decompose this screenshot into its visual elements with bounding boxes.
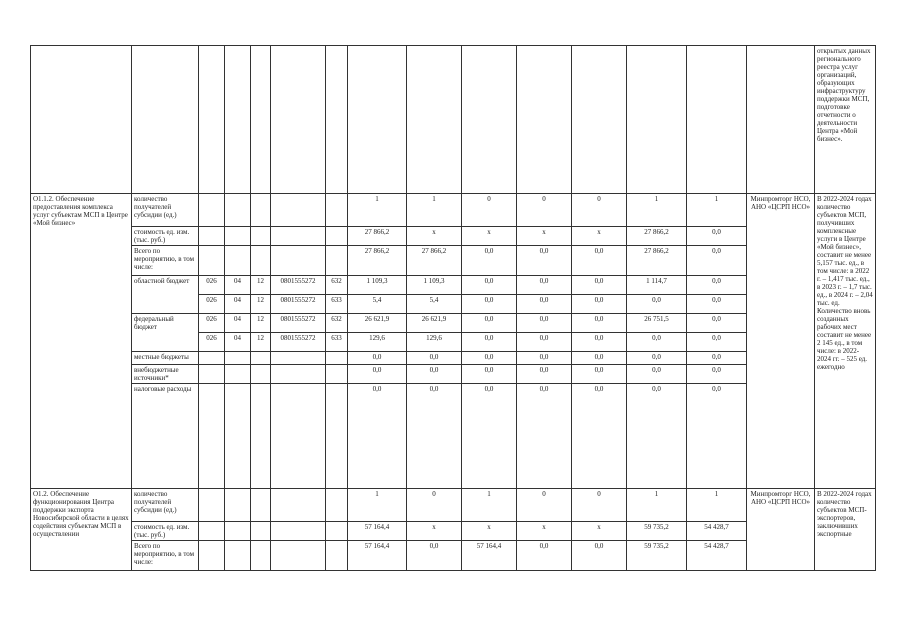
value-cell: 1 [348, 194, 407, 227]
value-cell: 0,0 [572, 276, 627, 295]
code-cell-g: 026 [199, 314, 225, 333]
value-cell: 0 [572, 194, 627, 227]
code-cell-k [326, 384, 348, 489]
value-cell: 0,0 [572, 314, 627, 333]
value-cell: 0,0 [517, 352, 572, 365]
value-cell: 0,0 [517, 314, 572, 333]
indicator-label: внебюджетные источники* [132, 365, 199, 384]
value-cell: 1 [687, 194, 747, 227]
value-cell: 0,0 [687, 276, 747, 295]
code-cell-k [326, 352, 348, 365]
value-cell: 0,0 [462, 314, 517, 333]
value-cell: 54 428,7 [687, 541, 747, 571]
empty-cell [687, 46, 747, 194]
code-cell-t [271, 522, 326, 541]
empty-cell [627, 46, 687, 194]
code-cell-g [199, 352, 225, 365]
indicator-label: местные бюджеты [132, 352, 199, 365]
value-cell: 0,0 [627, 384, 687, 489]
value-cell: 0,0 [348, 365, 407, 384]
indicator-label: стоимость ед. изм. (тыс. руб.) [132, 227, 199, 246]
value-cell: x [462, 522, 517, 541]
value-cell: 0,0 [462, 276, 517, 295]
code-cell-s [251, 384, 271, 489]
value-cell: 1 [462, 489, 517, 522]
code-cell-t: 0801555272 [271, 276, 326, 295]
code-cell-t [271, 541, 326, 571]
value-cell: 1 [687, 489, 747, 522]
value-cell: 27 866,2 [627, 246, 687, 276]
value-cell: 1 114,7 [627, 276, 687, 295]
code-cell-t [271, 384, 326, 489]
code-cell-p: 04 [225, 276, 251, 295]
value-cell: 0,0 [407, 352, 462, 365]
value-cell: 0,0 [517, 276, 572, 295]
result-text: открытых данных регионального реестра услуг организаций, образующих инфраструктуру поддержки МСП, подготовке отчетности о деятельности Центра «Мой бизнес». [815, 46, 876, 194]
value-cell: 0,0 [517, 295, 572, 314]
expected-result: В 2022-2024 годах количество субъектов МСП-экспортеров, заключивших экспортные [815, 489, 876, 571]
value-cell: 1 [627, 194, 687, 227]
code-cell-s: 12 [251, 295, 271, 314]
code-cell-p [225, 541, 251, 571]
code-cell-g [199, 227, 225, 246]
code-cell-s: 12 [251, 333, 271, 352]
value-cell: 0,0 [687, 314, 747, 333]
code-cell-t [271, 194, 326, 227]
code-cell-p: 04 [225, 295, 251, 314]
executor: Минпромторг НСО, АНО «ЦСРП НСО» [747, 194, 815, 489]
empty-cell [462, 46, 517, 194]
value-cell: 0,0 [687, 227, 747, 246]
value-cell: 0,0 [462, 352, 517, 365]
value-cell: 0,0 [407, 384, 462, 489]
code-cell-t: 0801555272 [271, 333, 326, 352]
indicator-label: количество получателей субсидии (ед.) [132, 489, 199, 522]
code-cell-p [225, 489, 251, 522]
code-cell-g [199, 541, 225, 571]
code-cell-s [251, 365, 271, 384]
value-cell: x [572, 522, 627, 541]
value-cell: 0,0 [517, 541, 572, 571]
empty-cell [31, 46, 132, 194]
code-cell-k [326, 194, 348, 227]
value-cell: 0,0 [572, 352, 627, 365]
code-cell-s [251, 352, 271, 365]
table-row [31, 489, 876, 522]
empty-cell [572, 46, 627, 194]
code-cell-t [271, 227, 326, 246]
code-cell-p [225, 352, 251, 365]
value-cell: 0,0 [687, 246, 747, 276]
value-cell: 0,0 [462, 384, 517, 489]
code-cell-p [225, 227, 251, 246]
value-cell: 0,0 [517, 333, 572, 352]
code-cell-g [199, 384, 225, 489]
value-cell: 0 [407, 489, 462, 522]
code-cell-g [199, 194, 225, 227]
value-cell: 0,0 [407, 365, 462, 384]
expected-result: В 2022-2024 годах количество субъектов МСП, получивших комплексные услуги в Центре «Мой бизнес», составит не менее 5,157 тыс. ед., в том числе: в 2022 г. – 1,417 тыс. ед., в 2023 г. – 1,7 тыс. ед., в 2024 г. – 2,04 тыс. ед. Количество вновь созданных рабочих мест составит не менее 2 145 ед., в том числе: в 2022-2024 гг. – 525 ед. ежегодно [815, 194, 876, 489]
empty-cell [271, 46, 326, 194]
table-row [31, 194, 876, 227]
budget-table-page [30, 45, 875, 585]
value-cell: 0,0 [517, 384, 572, 489]
code-cell-p: 04 [225, 333, 251, 352]
value-cell: 57 164,4 [348, 541, 407, 571]
code-cell-g [199, 522, 225, 541]
indicator-label: стоимость ед. изм. (тыс. руб.) [132, 522, 199, 541]
value-cell: 1 109,3 [407, 276, 462, 295]
value-cell: 0,0 [627, 365, 687, 384]
value-cell: 1 [348, 489, 407, 522]
indicator-label: областной бюджет [132, 276, 199, 314]
code-cell-k [326, 246, 348, 276]
value-cell: 129,6 [407, 333, 462, 352]
code-cell-k [326, 365, 348, 384]
value-cell: 0 [572, 489, 627, 522]
code-cell-s [251, 541, 271, 571]
code-cell-k: 632 [326, 276, 348, 295]
code-cell-t [271, 246, 326, 276]
value-cell: 0,0 [462, 246, 517, 276]
code-cell-p [225, 246, 251, 276]
code-cell-s [251, 246, 271, 276]
value-cell: 26 621,9 [407, 314, 462, 333]
value-cell: x [407, 522, 462, 541]
code-cell-k: 632 [326, 314, 348, 333]
value-cell: 1 [627, 489, 687, 522]
empty-cell [747, 46, 815, 194]
value-cell: 27 866,2 [627, 227, 687, 246]
value-cell: 54 428,7 [687, 522, 747, 541]
value-cell: 0,0 [687, 333, 747, 352]
code-cell-g [199, 489, 225, 522]
code-cell-s: 12 [251, 276, 271, 295]
value-cell: 0,0 [462, 365, 517, 384]
value-cell: 57 164,4 [348, 522, 407, 541]
code-cell-p [225, 384, 251, 489]
value-cell: 0,0 [348, 352, 407, 365]
value-cell: 0,0 [572, 365, 627, 384]
code-cell-s [251, 194, 271, 227]
code-cell-g [199, 246, 225, 276]
value-cell: 0,0 [572, 541, 627, 571]
value-cell: x [517, 227, 572, 246]
value-cell: 26 751,5 [627, 314, 687, 333]
code-cell-k [326, 489, 348, 522]
executor: Минпромторг НСО, АНО «ЦСРП НСО» [747, 489, 815, 571]
value-cell: 0,0 [517, 365, 572, 384]
value-cell: 5,4 [407, 295, 462, 314]
indicator-label: налоговые расходы [132, 384, 199, 489]
value-cell: 27 866,2 [348, 246, 407, 276]
value-cell: 0,0 [687, 365, 747, 384]
value-cell: 0,0 [462, 295, 517, 314]
value-cell: x [462, 227, 517, 246]
code-cell-g: 026 [199, 276, 225, 295]
value-cell: 27 866,2 [407, 246, 462, 276]
value-cell: 0,0 [348, 384, 407, 489]
code-cell-p [225, 365, 251, 384]
value-cell: 0 [517, 489, 572, 522]
measure-name: О1.2. Обеспечение функционирования Центра поддержки экспорта Новосибирской области в целях содействия субъектам МСП в осуществлении [31, 489, 132, 571]
value-cell: 59 735,2 [627, 541, 687, 571]
empty-cell [225, 46, 251, 194]
code-cell-k [326, 227, 348, 246]
code-cell-p [225, 522, 251, 541]
empty-cell [132, 46, 199, 194]
code-cell-t: 0801555272 [271, 295, 326, 314]
empty-cell [348, 46, 407, 194]
value-cell: 0,0 [572, 384, 627, 489]
code-cell-s [251, 522, 271, 541]
value-cell: 0,0 [572, 333, 627, 352]
value-cell: 0,0 [407, 541, 462, 571]
value-cell: 0 [517, 194, 572, 227]
indicator-label: количество получателей субсидии (ед.) [132, 194, 199, 227]
value-cell: 0,0 [462, 333, 517, 352]
value-cell: x [572, 227, 627, 246]
code-cell-k: 633 [326, 333, 348, 352]
value-cell: 0,0 [517, 246, 572, 276]
code-cell-k [326, 522, 348, 541]
value-cell: 1 [407, 194, 462, 227]
value-cell: 129,6 [348, 333, 407, 352]
value-cell: 0,0 [687, 384, 747, 489]
value-cell: 0 [462, 194, 517, 227]
code-cell-s: 12 [251, 314, 271, 333]
value-cell: 0,0 [627, 352, 687, 365]
value-cell: 0,0 [687, 295, 747, 314]
value-cell: 0,0 [687, 352, 747, 365]
value-cell: x [517, 522, 572, 541]
value-cell: 0,0 [627, 295, 687, 314]
code-cell-k [326, 541, 348, 571]
code-cell-k: 633 [326, 295, 348, 314]
value-cell: 27 866,2 [348, 227, 407, 246]
code-cell-g [199, 365, 225, 384]
code-cell-s [251, 489, 271, 522]
value-cell: 57 164,4 [462, 541, 517, 571]
code-cell-g: 026 [199, 295, 225, 314]
code-cell-p [225, 194, 251, 227]
empty-cell [407, 46, 462, 194]
indicator-label: Всего по мероприятию, в том числе: [132, 541, 199, 571]
budget-table [30, 45, 876, 571]
code-cell-t [271, 489, 326, 522]
code-cell-t: 0801555272 [271, 314, 326, 333]
value-cell: 0,0 [627, 333, 687, 352]
value-cell: 26 621,9 [348, 314, 407, 333]
value-cell: 0,0 [572, 246, 627, 276]
code-cell-g: 026 [199, 333, 225, 352]
indicator-label: федеральный бюджет [132, 314, 199, 352]
code-cell-t [271, 365, 326, 384]
empty-cell [251, 46, 271, 194]
value-cell: 0,0 [572, 295, 627, 314]
empty-cell [199, 46, 225, 194]
value-cell: 59 735,2 [627, 522, 687, 541]
table-row [31, 46, 876, 194]
code-cell-p: 04 [225, 314, 251, 333]
empty-cell [517, 46, 572, 194]
measure-name: О1.1.2. Обеспечение предоставления комплекса услуг субъектам МСП в Центре «Мой бизнес» [31, 194, 132, 489]
indicator-label: Всего по мероприятию, в том числе: [132, 246, 199, 276]
value-cell: 1 109,3 [348, 276, 407, 295]
code-cell-t [271, 352, 326, 365]
value-cell: 5,4 [348, 295, 407, 314]
empty-cell [326, 46, 348, 194]
value-cell: x [407, 227, 462, 246]
code-cell-s [251, 227, 271, 246]
